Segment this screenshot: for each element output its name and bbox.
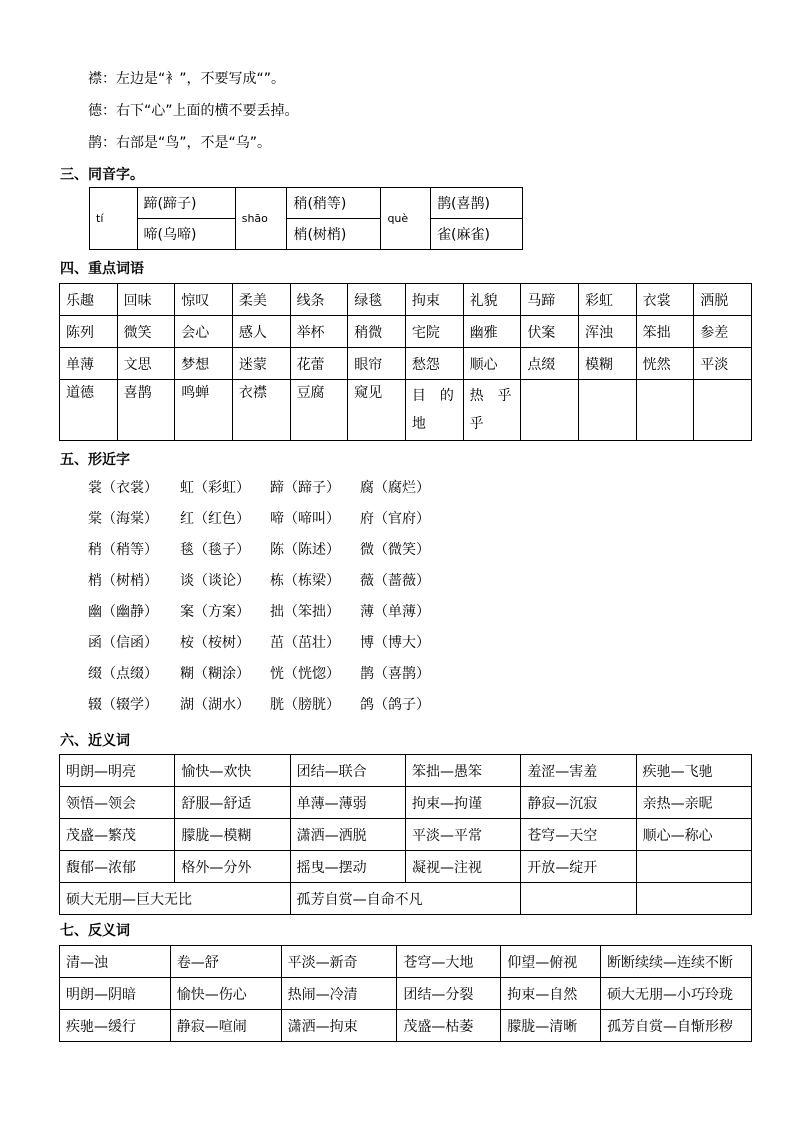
antonym-cell: 茂盛—枯萎 bbox=[397, 1010, 501, 1042]
key-word-cell: 会心 bbox=[175, 316, 233, 348]
antonym-cell: 朦胧—清晰 bbox=[501, 1010, 601, 1042]
key-word-cell: 衣襟 bbox=[232, 380, 290, 441]
key-word-cell: 单薄 bbox=[60, 348, 118, 380]
similar-char-item: 啼（啼叫） bbox=[270, 511, 340, 527]
antonym-cell: 孤芳自赏—自惭形秽 bbox=[601, 1010, 752, 1042]
synonym-cell: 疾驰—飞驰 bbox=[636, 755, 751, 787]
similar-char-item: 桉（桉树） bbox=[180, 635, 250, 651]
antonym-cell: 静寂—喧闹 bbox=[170, 1010, 281, 1042]
similar-char-item: 稍（稍等） bbox=[88, 542, 158, 558]
similar-char-item: 薇（蔷薇） bbox=[360, 573, 430, 589]
homophone-table bbox=[89, 187, 523, 250]
key-word-cell bbox=[636, 380, 694, 441]
key-word-cell: 礼貌 bbox=[463, 284, 521, 316]
synonym-cell: 羞涩—害羞 bbox=[521, 755, 636, 787]
section-title-antonyms: 七、反义词 bbox=[60, 923, 130, 939]
key-words-table bbox=[59, 283, 752, 441]
synonym-cell: 顺心—称心 bbox=[636, 819, 751, 851]
synonym-cell: 亲热—亲昵 bbox=[636, 787, 751, 819]
homophone-word: 蹄(蹄子) bbox=[137, 188, 235, 219]
section-title-key-words: 四、重点词语 bbox=[60, 261, 144, 277]
synonym-cell: 潇洒—洒脱 bbox=[290, 819, 405, 851]
key-word-cell: 鸣蝉 bbox=[175, 380, 233, 441]
similar-char-item: 梢（树梢） bbox=[88, 573, 158, 589]
synonym-cell: 明朗—明亮 bbox=[60, 755, 175, 787]
antonym-cell: 愉快—伤心 bbox=[170, 978, 281, 1010]
synonym-cell: 笨拙—愚笨 bbox=[405, 755, 520, 787]
key-word-cell: 回味 bbox=[117, 284, 175, 316]
key-word-cell: 浑浊 bbox=[578, 316, 636, 348]
key-word-cell bbox=[694, 380, 752, 441]
key-word-cell: 参差 bbox=[694, 316, 752, 348]
similar-char-item: 缀（点缀） bbox=[88, 666, 158, 682]
similar-char-item: 栋（栋梁） bbox=[270, 573, 340, 589]
key-word-cell: 窥见 bbox=[348, 380, 406, 441]
synonym-cell: 舒服—舒适 bbox=[175, 787, 290, 819]
synonym-cell: 摇曳—摆动 bbox=[290, 851, 405, 883]
pinyin-cell: tí bbox=[90, 188, 138, 250]
synonym-cell: 茂盛—繁茂 bbox=[60, 819, 175, 851]
synonym-cell: 开放—绽开 bbox=[521, 851, 636, 883]
synonym-cell: 静寂—沉寂 bbox=[521, 787, 636, 819]
synonym-cell: 硕大无朋—巨大无比 bbox=[60, 883, 291, 915]
synonyms-table bbox=[59, 754, 752, 915]
key-word-cell: 陈列 bbox=[60, 316, 118, 348]
synonym-cell: 孤芳自赏—自命不凡 bbox=[290, 883, 521, 915]
key-word-cell: 平淡 bbox=[694, 348, 752, 380]
similar-char-item: 腐（腐烂） bbox=[360, 480, 430, 496]
key-word-cell: 点缀 bbox=[521, 348, 579, 380]
key-word-cell bbox=[578, 380, 636, 441]
key-word-cell: 豆腐 bbox=[290, 380, 348, 441]
similar-char-item: 案（方案） bbox=[180, 604, 250, 620]
similar-char-item: 棠（海棠） bbox=[88, 511, 158, 527]
key-word-cell: 乐趣 bbox=[60, 284, 118, 316]
synonym-cell: 领悟—领会 bbox=[60, 787, 175, 819]
key-word-cell: 宅院 bbox=[405, 316, 463, 348]
similar-char-item: 博（博大） bbox=[360, 635, 430, 651]
key-word-cell: 微笑 bbox=[117, 316, 175, 348]
antonym-cell: 苍穹—大地 bbox=[397, 946, 501, 978]
similar-char-item: 府（官府） bbox=[360, 511, 430, 527]
similar-char-item: 辍（辍学） bbox=[88, 697, 158, 713]
similar-char-item: 拙（笨拙） bbox=[270, 604, 340, 620]
key-word-cell: 惊叹 bbox=[175, 284, 233, 316]
key-word-cell: 马蹄 bbox=[521, 284, 579, 316]
synonym-cell bbox=[636, 851, 751, 883]
synonym-cell: 拘束—拘谨 bbox=[405, 787, 520, 819]
antonym-cell: 热闹—冷清 bbox=[281, 978, 397, 1010]
homophone-word: 鹊(喜鹊) bbox=[431, 188, 523, 219]
similar-char-item: 蹄（蹄子） bbox=[270, 480, 340, 496]
synonym-cell: 平淡—平常 bbox=[405, 819, 520, 851]
key-word-cell: 举杯 bbox=[290, 316, 348, 348]
key-word-cell: 梦想 bbox=[175, 348, 233, 380]
similar-char-item: 裳（衣裳） bbox=[88, 480, 158, 496]
antonym-cell: 拘束—自然 bbox=[501, 978, 601, 1010]
note-jin: 襟：左边是“衤”，不要写成“”。 bbox=[88, 71, 286, 87]
key-word-cell: 模糊 bbox=[578, 348, 636, 380]
similar-char-item: 糊（糊涂） bbox=[180, 666, 250, 682]
section-title-synonyms: 六、近义词 bbox=[60, 733, 130, 749]
pinyin-cell: què bbox=[381, 188, 431, 250]
key-word-cell: 眼帘 bbox=[348, 348, 406, 380]
homophone-word: 啼(乌啼) bbox=[137, 219, 235, 250]
key-word-cell: 喜鹊 bbox=[117, 380, 175, 441]
synonym-cell: 朦胧—模糊 bbox=[175, 819, 290, 851]
key-word-cell: 洒脱 bbox=[694, 284, 752, 316]
similar-char-item: 微（微笑） bbox=[360, 542, 430, 558]
key-word-cell: 幽雅 bbox=[463, 316, 521, 348]
key-word-cell: 顺心 bbox=[463, 348, 521, 380]
antonym-cell: 明朗—阴暗 bbox=[60, 978, 171, 1010]
antonym-cell: 清—浊 bbox=[60, 946, 171, 978]
synonym-cell: 单薄—薄弱 bbox=[290, 787, 405, 819]
similar-char-item: 幽（幽静） bbox=[88, 604, 158, 620]
key-word-cell: 柔美 bbox=[232, 284, 290, 316]
similar-char-item: 恍（恍惚） bbox=[270, 666, 340, 682]
similar-char-item: 谈（谈论） bbox=[180, 573, 250, 589]
key-word-cell bbox=[521, 380, 579, 441]
synonym-cell: 苍穹—天空 bbox=[521, 819, 636, 851]
antonyms-table bbox=[59, 945, 752, 1042]
similar-char-item: 鸽（鸽子） bbox=[360, 697, 430, 713]
empty-cell bbox=[521, 883, 636, 915]
similar-char-item: 陈（陈述） bbox=[270, 542, 340, 558]
similar-char-item: 薄（单薄） bbox=[360, 604, 430, 620]
similar-char-item: 鹊（喜鹊） bbox=[360, 666, 430, 682]
antonym-cell: 断断续续—连续不断 bbox=[601, 946, 752, 978]
key-word-cell: 线条 bbox=[290, 284, 348, 316]
key-word-cell: 热 乎 乎 bbox=[463, 380, 521, 441]
key-word-cell: 笨拙 bbox=[636, 316, 694, 348]
antonym-cell: 平淡—新奇 bbox=[281, 946, 397, 978]
antonym-cell: 硕大无朋—小巧玲珑 bbox=[601, 978, 752, 1010]
empty-cell bbox=[636, 883, 751, 915]
key-word-cell: 拘束 bbox=[405, 284, 463, 316]
key-word-cell: 文思 bbox=[117, 348, 175, 380]
key-word-cell: 伏案 bbox=[521, 316, 579, 348]
synonym-cell: 格外—分外 bbox=[175, 851, 290, 883]
key-word-cell: 衣裳 bbox=[636, 284, 694, 316]
antonym-cell: 仰望—俯视 bbox=[501, 946, 601, 978]
key-word-cell: 道德 bbox=[60, 380, 118, 441]
synonym-cell: 凝视—注视 bbox=[405, 851, 520, 883]
key-word-cell: 迷蒙 bbox=[232, 348, 290, 380]
key-word-cell: 愁怨 bbox=[405, 348, 463, 380]
key-word-cell: 稍微 bbox=[348, 316, 406, 348]
antonym-cell: 疾驰—缓行 bbox=[60, 1010, 171, 1042]
key-word-cell: 感人 bbox=[232, 316, 290, 348]
synonym-cell: 馥郁—浓郁 bbox=[60, 851, 175, 883]
pinyin-cell: shāo bbox=[235, 188, 287, 250]
key-word-cell: 绿毯 bbox=[348, 284, 406, 316]
homophone-word: 梢(树梢) bbox=[287, 219, 381, 250]
section-title-homophones: 三、同音字。 bbox=[60, 167, 144, 183]
antonym-cell: 潇洒—拘束 bbox=[281, 1010, 397, 1042]
similar-char-item: 红（红色） bbox=[180, 511, 250, 527]
antonym-cell: 卷—舒 bbox=[170, 946, 281, 978]
key-word-cell: 恍然 bbox=[636, 348, 694, 380]
synonym-cell: 愉快—欢快 bbox=[175, 755, 290, 787]
similar-char-item: 毯（毯子） bbox=[180, 542, 250, 558]
similar-char-item: 函（信函） bbox=[88, 635, 158, 651]
synonym-cell: 团结—联合 bbox=[290, 755, 405, 787]
antonym-cell: 团结—分裂 bbox=[397, 978, 501, 1010]
key-word-cell: 花蕾 bbox=[290, 348, 348, 380]
similar-char-item: 胱（膀胱） bbox=[270, 697, 340, 713]
similar-char-item: 虹（彩虹） bbox=[180, 480, 250, 496]
note-de: 德：右下“心”上面的横不要丢掉。 bbox=[88, 103, 299, 119]
note-que: 鹊：右部是“鸟”，不是“乌”。 bbox=[88, 135, 272, 151]
homophone-word: 稍(稍等) bbox=[287, 188, 381, 219]
key-word-cell: 目 的 地 bbox=[405, 380, 463, 441]
homophone-word: 雀(麻雀) bbox=[431, 219, 523, 250]
similar-char-item: 茁（茁壮） bbox=[270, 635, 340, 651]
key-word-cell: 彩虹 bbox=[578, 284, 636, 316]
similar-char-item: 湖（湖水） bbox=[180, 697, 250, 713]
section-title-similar: 五、形近字 bbox=[60, 452, 130, 468]
